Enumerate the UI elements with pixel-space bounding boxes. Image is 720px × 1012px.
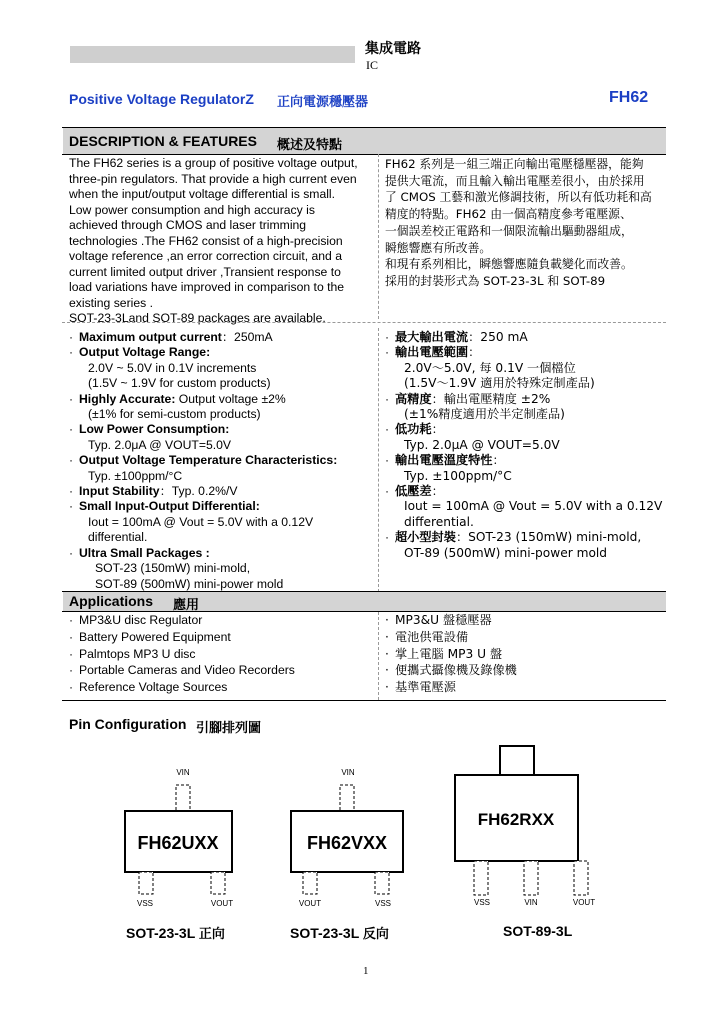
pin-lead xyxy=(574,861,588,895)
applications-heading-cn: 應用 xyxy=(173,598,200,613)
pin-label: VOUT xyxy=(298,899,322,908)
bullet-icon: · xyxy=(69,646,74,661)
bullet-icon: · xyxy=(385,484,390,499)
doc-title: Positive Voltage RegulatorZ xyxy=(69,91,254,107)
pin-lead xyxy=(176,785,190,811)
column-divider xyxy=(378,612,379,700)
feature-label: Small Input-Output Differential: xyxy=(79,499,260,514)
text-line: existing series . xyxy=(69,295,153,310)
applications-cn xyxy=(385,612,517,696)
feature-label: Output Voltage Range: xyxy=(79,345,211,360)
chip-marking: FH62UXX xyxy=(137,833,219,853)
feature-item xyxy=(69,330,337,345)
pin-lead xyxy=(474,861,488,895)
feature-detail: 2.0V～5.0V, 每 0.1V 一個檔位 xyxy=(404,360,576,375)
application-item xyxy=(69,629,295,646)
text-line: current limited output driver ,Transient response to xyxy=(69,264,341,279)
description-en xyxy=(69,156,358,327)
application-item xyxy=(385,646,517,663)
text-line: technologies .The FH62 consist of a high-precision xyxy=(69,233,343,248)
bullet-icon: · xyxy=(385,680,389,695)
feature-value: Output voltage ±2% xyxy=(175,391,286,406)
pin-label: VIN xyxy=(524,898,538,907)
application-text: 基準電壓源 xyxy=(395,680,456,695)
bullet-icon: · xyxy=(385,330,390,344)
feature-value: ： xyxy=(431,422,444,437)
pin-lead xyxy=(340,785,354,811)
package-name: SOT-23-3L xyxy=(290,925,359,941)
text-line: achieved through CMOS and laser trimming xyxy=(69,218,307,232)
feature-value: ：輸出電壓精度 ±2% xyxy=(431,391,551,406)
description-cn xyxy=(385,156,652,290)
feature-detail: differential. xyxy=(404,514,474,529)
feature-item xyxy=(69,546,337,561)
pin-label: VOUT xyxy=(210,899,234,908)
package-name-cn: 正向 xyxy=(198,927,225,942)
feature-label: Highly Accurate: xyxy=(79,391,176,406)
page-number: 1 xyxy=(363,965,369,977)
pin-label: VSS xyxy=(374,899,392,908)
application-item xyxy=(385,612,517,629)
company-name-en: IC xyxy=(366,58,378,72)
bullet-icon: · xyxy=(69,345,74,360)
bullet-icon: · xyxy=(385,646,389,661)
feature-label: 低功耗 xyxy=(395,422,432,437)
pin-lead xyxy=(303,872,317,894)
text-line: load variations have improved in comparison to the xyxy=(69,280,345,294)
pin-label: VIN xyxy=(341,768,355,777)
feature-detail: OT-89 (500mW) mini-power mold xyxy=(404,545,608,560)
bullet-icon: · xyxy=(69,330,74,344)
feature-label: Input Stability xyxy=(79,484,160,499)
text-line: three-pin regulators. That provide a high current even xyxy=(69,171,357,186)
feature-item xyxy=(69,422,337,437)
doc-title-cn: 正向電源穩壓器 xyxy=(277,95,369,110)
feature-label: Ultra Small Packages : xyxy=(79,545,210,560)
feature-label: 最大輸出電流 xyxy=(395,330,469,344)
application-item xyxy=(69,612,295,629)
feature-item xyxy=(385,392,662,407)
pin-config-heading: Pin Configuration xyxy=(69,716,187,732)
feature-detail: 2.0V ~ 5.0V in 0.1V increments xyxy=(88,360,257,375)
pin-label: VOUT xyxy=(572,898,596,907)
column-divider xyxy=(378,328,379,592)
pin-lead xyxy=(211,872,225,894)
application-text: 掌上電腦 MP3 U 盤 xyxy=(395,646,503,661)
bullet-icon: · xyxy=(385,530,390,545)
package-name: SOT-89-3L xyxy=(503,923,573,939)
company-name-cn: 集成電路 xyxy=(365,41,421,57)
column-divider xyxy=(378,154,379,319)
pin-label: VSS xyxy=(473,898,491,907)
feature-detail: (1.5V～1.9V 適用於特殊定制產品) xyxy=(404,376,595,391)
pin-config-heading-cn: 引腳排列圖 xyxy=(196,721,262,736)
text-line: 提供大電流，而且輸入輸出電壓差很小，由於採用 xyxy=(385,173,645,188)
application-text: 電池供電設備 xyxy=(395,629,469,644)
feature-label: 高精度 xyxy=(395,391,432,406)
feature-label: 低壓差 xyxy=(395,484,432,499)
applications-en xyxy=(69,612,295,696)
feature-detail: (±1% for semi-custom products) xyxy=(88,407,261,422)
feature-detail: SOT-23 (150mW) mini-mold, xyxy=(95,561,251,576)
application-text: Portable Cameras and Video Recorders xyxy=(79,663,295,678)
features-cn xyxy=(385,330,662,561)
feature-item xyxy=(385,330,662,345)
feature-detail: Typ. 2.0μA @ VOUT=5.0V xyxy=(404,437,560,452)
application-text: Reference Voltage Sources xyxy=(79,680,228,695)
header-bar xyxy=(70,46,355,63)
text-line: voltage reference ,an error correction circuit, and a xyxy=(69,249,342,263)
feature-label: Low Power Consumption: xyxy=(79,422,230,437)
feature-item xyxy=(69,392,337,407)
feature-value: ：250mA xyxy=(221,330,273,344)
description-band xyxy=(63,128,666,154)
bullet-icon: · xyxy=(385,422,390,437)
pin-label: VSS xyxy=(136,899,154,908)
bullet-icon: · xyxy=(69,680,74,695)
application-item xyxy=(69,679,295,696)
application-item xyxy=(69,646,295,663)
bullet-icon: · xyxy=(69,422,74,437)
package-label-1 xyxy=(126,923,225,942)
feature-detail: Typ. ±100ppm/°C xyxy=(88,468,183,483)
pin-lead xyxy=(524,861,538,895)
text-line: 一個誤差校正電路和一個限流輸出驅動器組成， xyxy=(385,223,633,238)
text-line: 了 CMOS 工藝和激光修調技術，所以有低功耗和高 xyxy=(385,190,652,205)
bullet-icon: · xyxy=(385,345,390,360)
band-divider xyxy=(62,154,666,155)
text-line: 瞬態響應有所改善。 xyxy=(385,240,492,255)
feature-item xyxy=(69,484,337,499)
applications-heading: Applications xyxy=(69,593,154,609)
feature-label: Output Voltage Temperature Characteristics: xyxy=(79,453,338,468)
feature-detail: SOT-89 (500mW) mini-power mold xyxy=(95,576,284,591)
feature-detail: differential. xyxy=(88,530,148,545)
feature-detail: Iout = 100mA @ Vout = 5.0V with a 0.12V xyxy=(88,514,314,529)
feature-label: Maximum output current xyxy=(79,330,222,344)
bullet-icon: · xyxy=(69,391,74,406)
feature-value: ： xyxy=(468,345,481,360)
application-text: 便攜式攝像機及錄像機 xyxy=(395,663,517,678)
application-text: MP3&U 盤穩壓器 xyxy=(395,613,492,627)
application-text: MP3&U disc Regulator xyxy=(79,613,203,627)
bullet-icon: · xyxy=(385,629,389,644)
applications-band xyxy=(63,592,666,611)
bullet-icon: · xyxy=(69,613,74,627)
package-name: SOT-23-3L xyxy=(126,925,195,941)
feature-item xyxy=(69,453,337,468)
package-sot23-v xyxy=(291,768,403,908)
feature-detail: Typ. 2.0μA @ VOUT=5.0V xyxy=(88,437,232,452)
text-line: 和現有系列相比，瞬態響應隨負載變化而改善。 xyxy=(385,257,633,272)
bullet-icon: · xyxy=(385,391,390,406)
feature-value: ：250 mA xyxy=(468,330,528,344)
feature-value: ：Typ. 0.2%/V xyxy=(159,484,238,499)
package-sot89-r xyxy=(455,746,595,907)
package-name-cn: 反向 xyxy=(362,927,389,942)
pin-label: VIN xyxy=(176,768,190,777)
package-label-2 xyxy=(290,923,389,942)
feature-value: ： xyxy=(492,453,505,468)
bullet-icon: · xyxy=(385,453,390,468)
text-line: Low power consumption and high accuracy is xyxy=(69,202,315,217)
application-item xyxy=(69,662,295,679)
feature-item xyxy=(385,484,662,499)
section-divider xyxy=(62,322,666,323)
package-label-3 xyxy=(503,923,572,939)
pin-lead xyxy=(139,872,153,894)
application-text: Battery Powered Equipment xyxy=(79,629,231,644)
feature-item xyxy=(385,453,662,468)
application-text: Palmtops MP3 U disc xyxy=(79,646,196,661)
feature-value: ： xyxy=(431,484,444,499)
feature-detail: Iout = 100mA @ Vout = 5.0V with a 0.12V xyxy=(404,499,663,514)
chip-tab xyxy=(500,746,534,775)
feature-detail: (±1%精度適用於半定制產品) xyxy=(404,407,565,422)
feature-value: ：SOT-23 (150mW) mini-mold, xyxy=(455,530,642,545)
bullet-icon: · xyxy=(69,484,74,499)
text-line: FH62 系列是一組三端正向輸出電壓穩壓器，能夠 xyxy=(385,157,644,171)
chip-marking: FH62VXX xyxy=(306,833,388,853)
application-item xyxy=(385,679,517,696)
feature-item xyxy=(69,345,337,360)
feature-item xyxy=(385,345,662,360)
part-number: FH62 xyxy=(609,89,649,106)
feature-detail: Typ. ±100ppm/°C xyxy=(404,468,512,483)
feature-label: 輸出電壓範圍 xyxy=(395,345,469,360)
feature-item xyxy=(385,422,662,437)
feature-detail: (1.5V ~ 1.9V for custom products) xyxy=(88,376,271,391)
bullet-icon: · xyxy=(69,545,74,560)
package-sot23-u xyxy=(125,768,233,908)
text-line: when the input/output voltage differential is small. xyxy=(69,187,336,201)
application-item xyxy=(385,629,517,646)
feature-item xyxy=(385,530,662,545)
features-en xyxy=(69,330,337,592)
bullet-icon: · xyxy=(385,613,389,627)
feature-label: 輸出電壓溫度特性 xyxy=(395,453,493,468)
text-line: SOT-23-3Land SOT-89 packages are available. xyxy=(69,311,326,325)
pin-lead xyxy=(375,872,389,894)
bullet-icon: · xyxy=(385,663,389,678)
bullet-icon: · xyxy=(69,453,74,468)
bullet-icon: · xyxy=(69,629,74,644)
description-heading-cn: 概述及特點 xyxy=(277,138,343,153)
text-line: 精度的特點。FH62 由一個高精度參考電壓源、 xyxy=(385,207,632,222)
text-line: 採用的封裝形式為 SOT-23-3L 和 SOT-89 xyxy=(385,273,606,288)
application-item xyxy=(385,662,517,679)
bullet-icon: · xyxy=(69,499,74,514)
feature-label: 超小型封裝 xyxy=(395,530,456,545)
description-heading: DESCRIPTION & FEATURES xyxy=(69,133,257,149)
feature-item xyxy=(69,499,337,514)
bullet-icon: · xyxy=(69,663,74,678)
chip-marking: FH62RXX xyxy=(477,810,555,829)
text-line: The FH62 series is a group of positive voltage output, xyxy=(69,156,358,170)
table-bottom-border xyxy=(62,700,666,701)
